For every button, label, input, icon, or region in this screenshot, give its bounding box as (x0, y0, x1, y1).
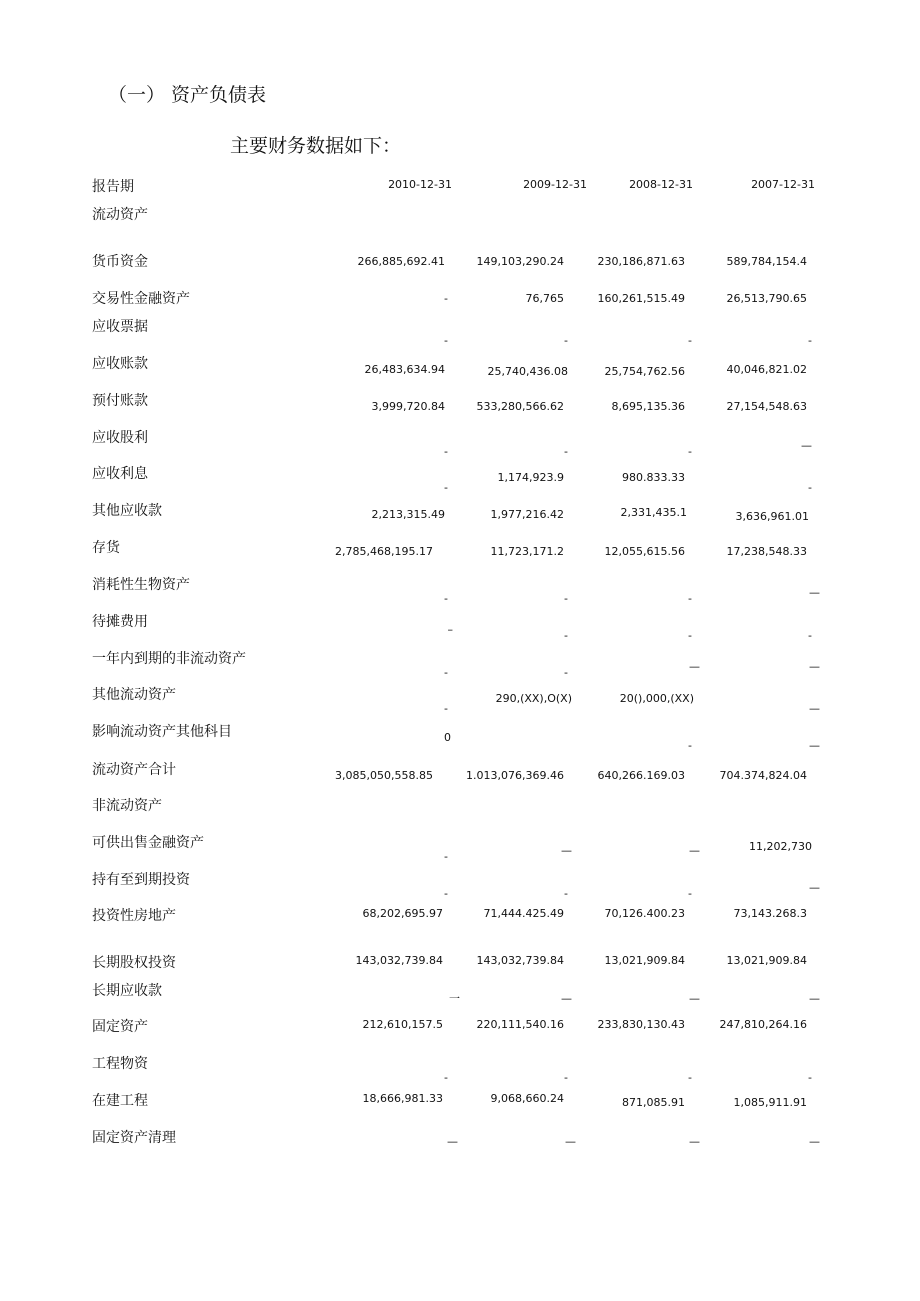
cell-2010-12-31: 266,885,692.41 (357, 255, 445, 268)
cell-2010-12-31: - (444, 481, 448, 494)
row-label: 影响流动资产其他科目 (92, 724, 232, 740)
cell-2009-12-31: — (561, 992, 572, 1005)
cell-2008-12-31: — (689, 1135, 700, 1148)
cell-2010-12-31: 26,483,634.94 (364, 363, 445, 376)
cell-2009-12-31: - (564, 629, 568, 642)
cell-2007-12-31: - (808, 629, 812, 642)
table-row (0, 648, 920, 679)
row-label: 消耗性生物资产 (92, 577, 190, 593)
row-label: 应收股利 (92, 430, 148, 446)
section-subheading: 主要财务数据如下： (230, 135, 402, 157)
period-2008: 2008-12-31 (629, 178, 693, 191)
cell-2007-12-31: — (809, 881, 820, 894)
table-row (0, 832, 920, 863)
cell-2009-12-31: 1.013,076,369.46 (466, 769, 564, 782)
table-row (0, 537, 920, 558)
cell-2007-12-31: — (801, 439, 812, 452)
cell-2010-12-31: - (444, 292, 448, 305)
cell-2009-12-31: 71,444.425.49 (483, 907, 564, 920)
cell-2009-12-31: — (565, 1135, 576, 1148)
table-row (0, 980, 920, 1005)
period-2009: 2009-12-31 (523, 178, 587, 191)
cell-2008-12-31: 640,266.169.03 (597, 769, 685, 782)
cell-2008-12-31: 13,021,909.84 (604, 954, 685, 967)
table-row (0, 204, 920, 223)
cell-2010-12-31: - (444, 850, 448, 863)
cell-2009-12-31: — (561, 844, 572, 857)
cell-2010-12-31: - (444, 334, 448, 347)
cell-2007-12-31: 704.374,824.04 (719, 769, 807, 782)
row-label: 交易性金融资产 (92, 291, 190, 307)
cell-2010-12-31: 0 (444, 731, 451, 744)
row-label: 一年内到期的非流动资产 (92, 651, 246, 667)
cell-2009-12-31: - (564, 1071, 568, 1084)
table-row (0, 288, 920, 307)
cell-2007-12-31: — (809, 739, 820, 752)
cell-2009-12-31: 533,280,566.62 (476, 400, 564, 413)
table-row (0, 390, 920, 413)
row-label: 在建工程 (92, 1093, 148, 1109)
row-label: 待摊费用 (92, 614, 148, 630)
cell-2007-12-31: 589,784,154.4 (726, 255, 807, 268)
table-row (0, 353, 920, 378)
row-label: 流动资产 (92, 207, 148, 223)
cell-2007-12-31: 247,810,264.16 (719, 1018, 807, 1031)
cell-2007-12-31: - (808, 1071, 812, 1084)
cell-2008-12-31: - (688, 739, 692, 752)
table-row (0, 1016, 920, 1035)
section-heading: （一） 资产负债表 (108, 84, 267, 106)
cell-2008-12-31: - (688, 445, 692, 458)
cell-2008-12-31: — (689, 992, 700, 1005)
table-row (0, 1127, 920, 1148)
cell-2008-12-31: 70,126.400.23 (604, 907, 685, 920)
cell-2007-12-31: - (808, 334, 812, 347)
cell-2007-12-31: 1,085,911.91 (733, 1096, 807, 1109)
cell-2009-12-31: 1,174,923.9 (497, 471, 564, 484)
cell-2010-12-31: - (444, 592, 448, 605)
row-label: 其他流动资产 (92, 687, 176, 703)
cell-2010-12-31: 143,032,739.84 (355, 954, 443, 967)
cell-2009-12-31: - (564, 592, 568, 605)
row-label: 固定资产 (92, 1019, 148, 1035)
cell-2010-12-31: – (447, 623, 453, 636)
cell-2008-12-31: - (688, 887, 692, 900)
table-row (0, 574, 920, 605)
row-label: 长期股权投资 (92, 955, 176, 971)
cell-2008-12-31: — (689, 844, 700, 857)
table-row (0, 795, 920, 814)
cell-2008-12-31: 230,186,871.63 (597, 255, 685, 268)
cell-2007-12-31: 40,046,821.02 (726, 363, 807, 376)
cell-2007-12-31: 17,238,548.33 (726, 545, 807, 558)
cell-2007-12-31: — (809, 992, 820, 1005)
cell-2010-12-31: 一 (449, 992, 460, 1005)
table-row (0, 427, 920, 458)
period-label: 报告期 (92, 179, 134, 195)
cell-2009-12-31: 9,068,660.24 (490, 1092, 564, 1105)
table-row (0, 759, 920, 782)
cell-2007-12-31: 3,636,961.01 (735, 510, 809, 523)
cell-2008-12-31: - (688, 1071, 692, 1084)
table-row (0, 611, 920, 642)
cell-2010-12-31: 3,999,720.84 (371, 400, 445, 413)
cell-2010-12-31: 2,213,315.49 (371, 508, 445, 521)
cell-2008-12-31: 25,754,762.56 (604, 365, 685, 378)
cell-2008-12-31: 233,830,130.43 (597, 1018, 685, 1031)
cell-2008-12-31: 8,695,135.36 (611, 400, 685, 413)
row-label: 流动资产合计 (92, 762, 176, 778)
table-row (0, 316, 920, 347)
cell-2009-12-31: 11,723,171.2 (490, 545, 564, 558)
cell-2008-12-31: - (688, 629, 692, 642)
cell-2009-12-31: 220,111,540.16 (476, 1018, 564, 1031)
cell-2008-12-31: 980.833.33 (622, 471, 685, 484)
table-row (0, 251, 920, 270)
table-row (0, 905, 920, 924)
cell-2008-12-31: 871,085.91 (622, 1096, 685, 1109)
row-label: 可供出售金融资产 (92, 835, 204, 851)
table-row (0, 684, 920, 715)
cell-2007-12-31: 26,513,790.65 (726, 292, 807, 305)
row-label: 预付账款 (92, 393, 148, 409)
cell-2010-12-31: - (444, 1071, 448, 1084)
period-2010: 2010-12-31 (388, 178, 452, 191)
row-label: 应收票据 (92, 319, 148, 335)
cell-2007-12-31: — (809, 702, 820, 715)
table-row (0, 869, 920, 900)
cell-2008-12-31: - (688, 334, 692, 347)
cell-2008-12-31: 160,261,515.49 (597, 292, 685, 305)
cell-2009-12-31: 143,032,739.84 (476, 954, 564, 967)
cell-2008-12-31: 2,331,435.1 (620, 506, 687, 519)
table-row (0, 463, 920, 494)
cell-2009-12-31: - (564, 334, 568, 347)
row-label: 投资性房地产 (92, 908, 176, 924)
cell-2007-12-31: 13,021,909.84 (726, 954, 807, 967)
row-label: 货币资金 (92, 254, 148, 270)
row-label: 非流动资产 (92, 798, 162, 814)
cell-2009-12-31: 25,740,436.08 (487, 365, 568, 378)
cell-2010-12-31: - (444, 666, 448, 679)
table-row (0, 500, 920, 523)
row-label: 其他应收款 (92, 503, 162, 519)
cell-2007-12-31: — (809, 586, 820, 599)
cell-2008-12-31: — (689, 660, 700, 673)
period-2007: 2007-12-31 (751, 178, 815, 191)
cell-2009-12-31: 1,977,216.42 (490, 508, 564, 521)
cell-2010-12-31: 2,785,468,195.17 (335, 545, 433, 558)
cell-2009-12-31: - (564, 666, 568, 679)
cell-2008-12-31: - (688, 592, 692, 605)
row-label: 长期应收款 (92, 983, 162, 999)
cell-2010-12-31: 18,666,981.33 (362, 1092, 443, 1105)
row-label: 持有至到期投资 (92, 872, 190, 888)
cell-2008-12-31: 20(),000,(XX) (619, 692, 694, 705)
cell-2007-12-31: - (808, 481, 812, 494)
cell-2010-12-31: 68,202,695.97 (362, 907, 443, 920)
cell-2009-12-31: 290,(XX),O(X) (495, 692, 572, 705)
cell-2009-12-31: 149,103,290.24 (476, 255, 564, 268)
table-row (0, 1053, 920, 1084)
cell-2007-12-31: — (809, 1135, 820, 1148)
cell-2010-12-31: — (447, 1135, 458, 1148)
cell-2010-12-31: 212,610,157.5 (362, 1018, 443, 1031)
cell-2009-12-31: 76,765 (525, 292, 564, 305)
table-row (0, 1090, 920, 1109)
row-label: 存货 (92, 540, 120, 556)
cell-2010-12-31: - (444, 702, 448, 715)
row-label: 应收账款 (92, 356, 148, 372)
cell-2010-12-31: - (444, 445, 448, 458)
cell-2007-12-31: 73,143.268.3 (733, 907, 807, 920)
table-row (0, 952, 920, 971)
cell-2008-12-31: 12,055,615.56 (604, 545, 685, 558)
row-label: 工程物资 (92, 1056, 148, 1072)
cell-2009-12-31: - (564, 887, 568, 900)
table-row (0, 721, 920, 752)
cell-2007-12-31: 11,202,730 (749, 840, 812, 853)
row-label: 固定资产清理 (92, 1130, 176, 1146)
cell-2007-12-31: 27,154,548.63 (726, 400, 807, 413)
row-label: 应收利息 (92, 466, 148, 482)
cell-2010-12-31: - (444, 887, 448, 900)
cell-2009-12-31: - (564, 445, 568, 458)
cell-2010-12-31: 3,085,050,558.85 (335, 769, 433, 782)
cell-2007-12-31: — (809, 660, 820, 673)
